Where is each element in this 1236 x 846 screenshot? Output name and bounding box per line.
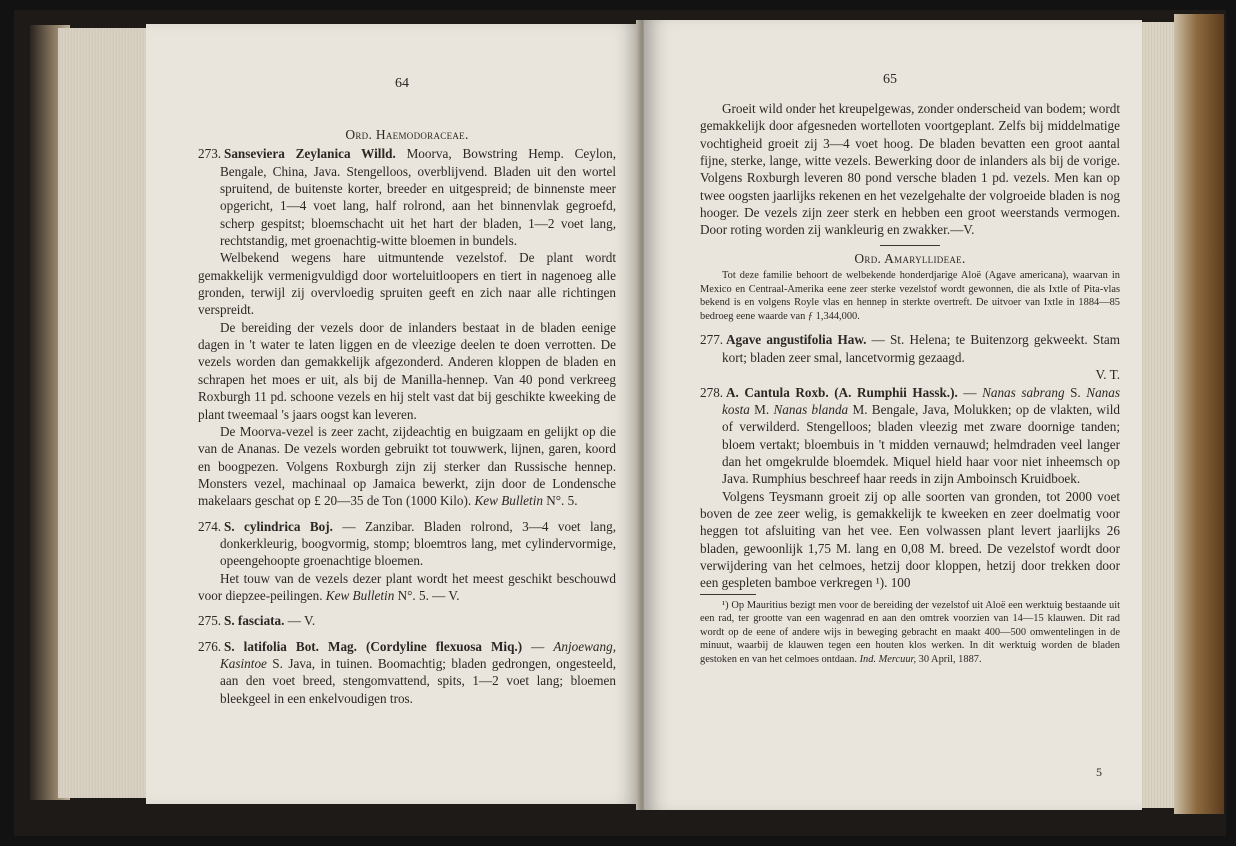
left-page-edges xyxy=(58,28,150,798)
left-page-text xyxy=(198,124,616,707)
entry-277: 277. Agave angustifolia Haw. — St. Helena; te Buitenzorg gekweekt. Stam kort; bladen zeer smal, lancetvormig gezaagd. xyxy=(700,332,1120,365)
paragraph: De Moorva-vezel is zeer zacht, zijdeachtig en buigzaam en gelijkt op die van de Ananas. De vezels worden gebruikt tot touwwerk, lijnen, garen, koord en boogpezen. Volgens Roxburgh zijn zij sterker dan Russische hennep. Monsters vezel, machinaal op Jamaica bewerkt, zijn door de Londensche makelaars geschat op £ 20—35 de Ton (1000 Kilo). Kew Bulletin N°. 5. xyxy=(198,423,616,509)
order-heading: Ord. Amaryllideae. xyxy=(854,250,966,266)
order-heading: Ord. Haemodoraceae. xyxy=(345,127,469,142)
right-page-text xyxy=(700,100,1120,667)
page-number: 65 xyxy=(883,72,897,87)
paragraph: De bereiding der vezels door de inlanders bestaat in de bladen eenige dagen in 't water te laten liggen en de vleezige deelen te doen verrotten. De vezels worden dan gemakkelijk afgezonderd. Anderen kloppen de bladen en schrapen het moes er uit, als bij de Manilla-hennep. Van 40 pond verkreeg Roxburgh 11 pd. schoone vezels en hij stelt vast dat bij geschikte kweeking de plant tweemaal 's jaars oogst kan leveren. xyxy=(198,319,616,422)
paragraph: Welbekend wegens hare uitmuntende vezelstof. De plant wordt gemakkelijk vermenigvuldigd door worteluitloopers en tiert in nagenoeg alle gronden, terwijl zij overvloedig spruiten geeft en zich naar alle richtingen verspreidt. xyxy=(198,250,616,318)
page-number: 64 xyxy=(395,76,409,91)
footnote-rule xyxy=(700,594,756,595)
family-note: Tot deze familie behoort de welbekende honderdjarige Aloë (Agave americana), waarvan in Mexico en Centraal-Amerika eene zeer sterke vezelstof wordt gewonnen, die als Ixtle of Pita-vlas bekend is en volgens Royle vlas en hennep in sterkte overtreft. De uitvoer van Ixtle in 1884—85 bedroeg eene waarde van ƒ 1,344,000. xyxy=(700,270,1120,322)
entry-277-tail: V. T. xyxy=(1095,367,1120,383)
footnote: ¹) Op Mauritius bezigt men voor de bereiding der vezelstof uit Aloë een werktuig bestaande uit een rad, ter grootte van een wagenrad en aan den omtrek voorzien van 14—15 klauwen. Dit rad wordt op de eene of andere wijs in beweging gebracht en maakt 400—500 omwentelingen in de minuut, waarbij de klauwen tegen een houten klos werken. In dit werktuig worden de bladen gestoken en van het celmoes ontdaan. Ind. Mercuur, 30 April, 1887. xyxy=(700,599,1120,665)
right-page xyxy=(644,20,1142,810)
entry-278: 278. A. Cantula Roxb. (A. Rumphii Hassk.). — Nanas sabrang S. Nanas kosta M. Nanas blanda M. Bengale, Java, Molukken; op de vlakten, wild of verwilderd. Stengelloos; bladen vleezig met zware doornige tanden; bloem vertakt; bloembuis in 't midden vernauwd; helmdraden veel langer dan het omgekrulde bloemdek. Miquel hield haar voor niet inheemsch op Java. Rumphius beschreef haar reeds in zijn Amboinsch Kruidboek. xyxy=(700,384,1120,487)
paragraph: Het touw van de vezels dezer plant wordt het meest geschikt beschouwd voor diepzee-peilingen. Kew Bulletin N°. 5. — V. xyxy=(198,570,616,603)
entry-275: 275. S. fasciata. — V. xyxy=(198,613,316,629)
entry-273: 273. Sanseviera Zeylanica Willd. Moorva, Bowstring Hemp. Ceylon, Bengale, China, Java. Stengelloos, overblijvend. Bladen uit den wortel spruitend, de buitenste korter, breeder en uitgespreid; de binnenste meer opgericht, 1—4 voet lang, half rolrond, aan het binnenvlak gegroefd, scherp gespitst; bloemschacht uit het hart der bladen, 1—2 voet lang, rechtstandig, met groenachtig-witte bloemen in bundels. xyxy=(198,146,616,249)
paragraph: Volgens Teysmann groeit zij op alle soorten van gronden, tot 2000 voet boven de zee zeer welig, is gemakkelijk te kweeken en zeer doelmatig voor heggen tot afsluiting van het vee. Een volwassen plant levert jaarlijks 26 bladen, gewoonlijk 1,75 M. lang en 0,08 M. breed. De vezelstof wordt door verwijdering van het celmoes, hetzij door kloppen, hetzij door trekken door een gespleten bamboe verkregen ¹). 100 xyxy=(700,488,1120,591)
right-cover-edge xyxy=(1174,14,1224,814)
left-page xyxy=(146,24,640,804)
signature-mark: 5 xyxy=(1096,765,1102,779)
entry-274: 274. S. cylindrica Boj. — Zanzibar. Bladen rolrond, 3—4 voet lang, donkerkleurig, boogvormig, stomp; bloemtros lang, met cylindervormige, opeengehoopte groenachtige bloemen. xyxy=(198,518,617,569)
section-rule xyxy=(880,245,940,246)
entry-276: 276. S. latifolia Bot. Mag. (Cordyline flexuosa Miq.) — Anjoewang, Kasintoe S. Java, in tuinen. Boomachtig; bladen gedrongen, ongesteeld, aan den voet breed, stengomvattend, spits, 1—2 voet lang; bloemen bleekgeel in een enkelvoudigen tros. xyxy=(198,638,616,706)
paragraph: Groeit wild onder het kreupelgewas, zonder onderscheid van bodem; wordt gemakkelijk door afgesneden wortelloten voortgeplant. Zelfs bij middelmatige vochtigheid groeit zij 3—4 voet hoog. De bladen bevatten een groot aantal fijne, sterke, lange, witte vezels. Bewerking door de inlanders als bij de vorige. Volgens Roxburgh leveren 80 pond versche bladen 1 pd. vezels. Men kan op twee oogsten jaarlijks rekenen en het vezelgehalte der volgroeide bladen is nog hooger. De vezels zijn zeer sterk en hebben een groot weerstands vermogen. Door roting worden zij wankleurig en zwakker.—V. xyxy=(700,101,1120,238)
